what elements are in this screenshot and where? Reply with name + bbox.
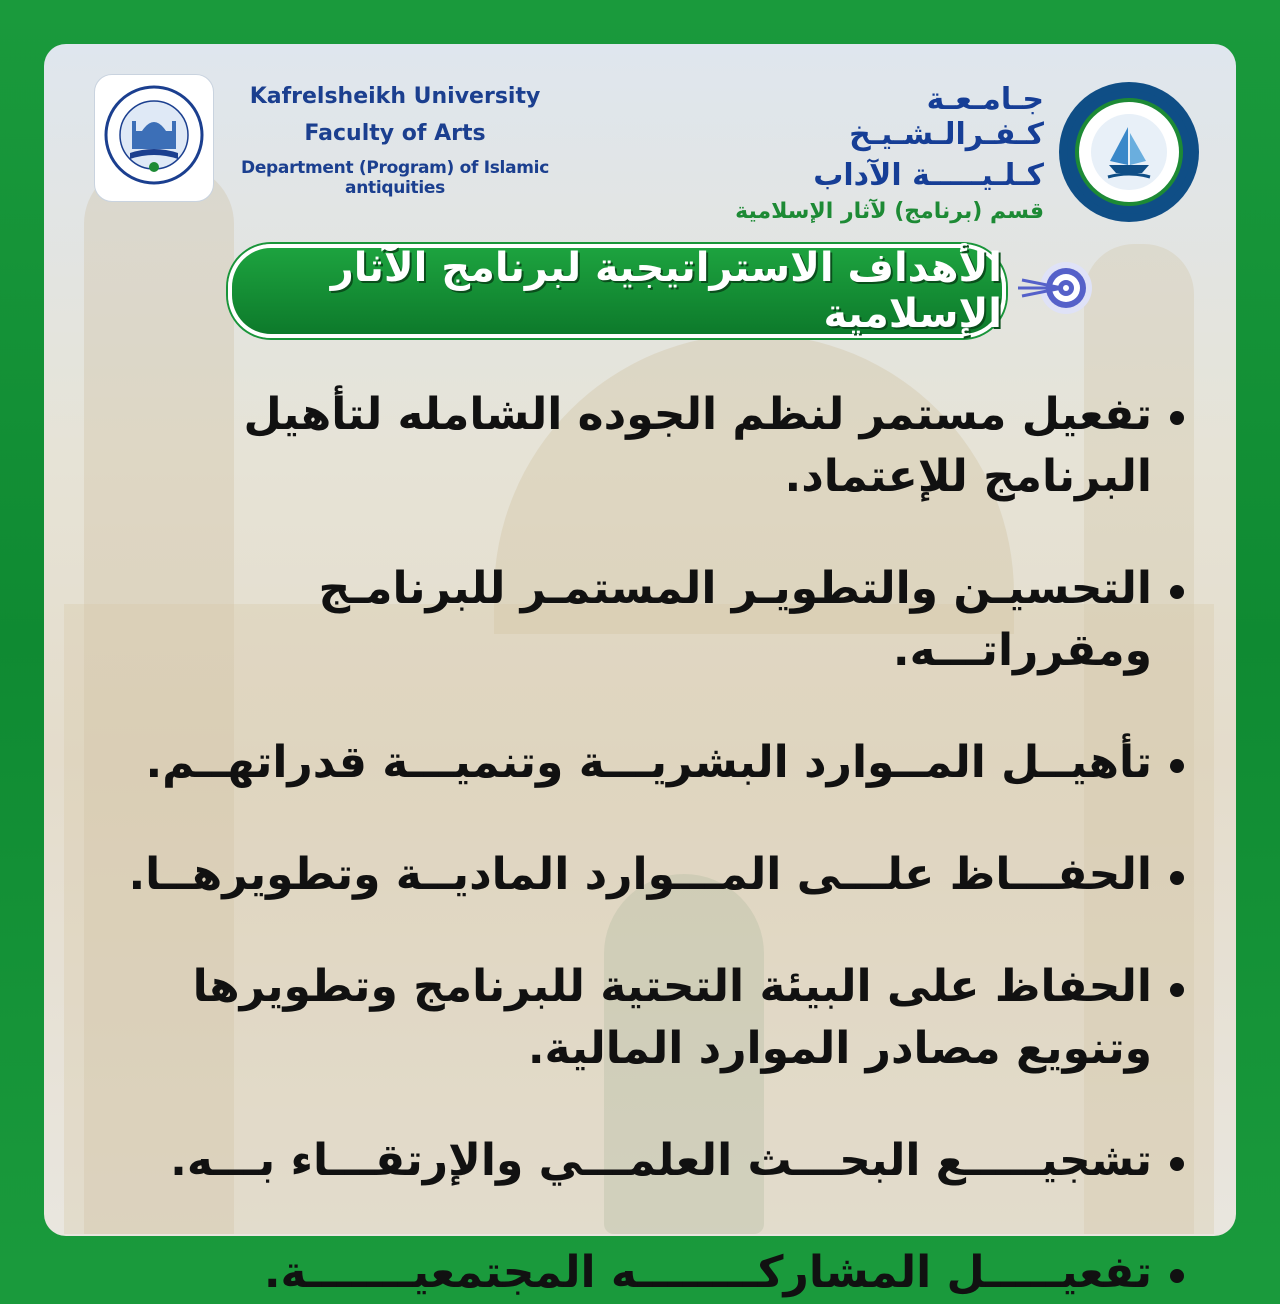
objective-item: الحفـــاظ علـــى المـــوارد الماديــة وتطويرهــا. [84, 844, 1184, 906]
department-of-archaeology-logo [94, 74, 214, 202]
faculty-seal-icon [1064, 87, 1194, 217]
department-name-en: Department (Program) of Islamic antiquities [241, 158, 549, 198]
faculty-name-en: Faculty of Arts [304, 121, 486, 146]
arabic-header [724, 82, 1044, 224]
university-name-en: Kafrelsheikh University [249, 84, 541, 109]
objective-item: تفعيـــــل المشاركــــــــه المجتمعيـــــــة. [84, 1242, 1184, 1304]
page-title: الأهداف الاستراتيجية لبرنامج الآثار الإسلامية [330, 245, 1002, 337]
objective-item: الحفاظ على البيئة التحتية للبرنامج وتطويرها وتنويع مصادر الموارد المالية. [84, 956, 1184, 1080]
objectives-list [84, 384, 1184, 1304]
faculty-name-ar: كـلـيـــــة الآداب [813, 158, 1044, 193]
faculty-of-arts-logo [1059, 82, 1199, 222]
english-header [230, 84, 560, 198]
university-name-ar: جـامـعـة كـفـرالـشـيـخ [849, 82, 1044, 152]
objective-item: تفعيل مستمر لنظم الجوده الشامله لتأهيل البرنامج للإعتماد. [84, 384, 1184, 508]
objective-item: تأهيــل المــوارد البشريـــة وتنميـــة قدراتهــم. [84, 732, 1184, 794]
archaeology-seal-icon [102, 83, 206, 193]
title-banner [228, 244, 1006, 338]
objective-item: التحسيـن والتطويـر المستمـر للبرنامـج ومقرراتـــه. [84, 558, 1184, 682]
objective-item: تشجيـــــع البحـــث العلمـــي والإرتقـــاء بـــه. [84, 1130, 1184, 1192]
poster-card [44, 44, 1236, 1298]
target-icon [1012, 258, 1100, 318]
department-name-ar: قسم (برنامج) لآثار الإسلامية [735, 199, 1044, 224]
